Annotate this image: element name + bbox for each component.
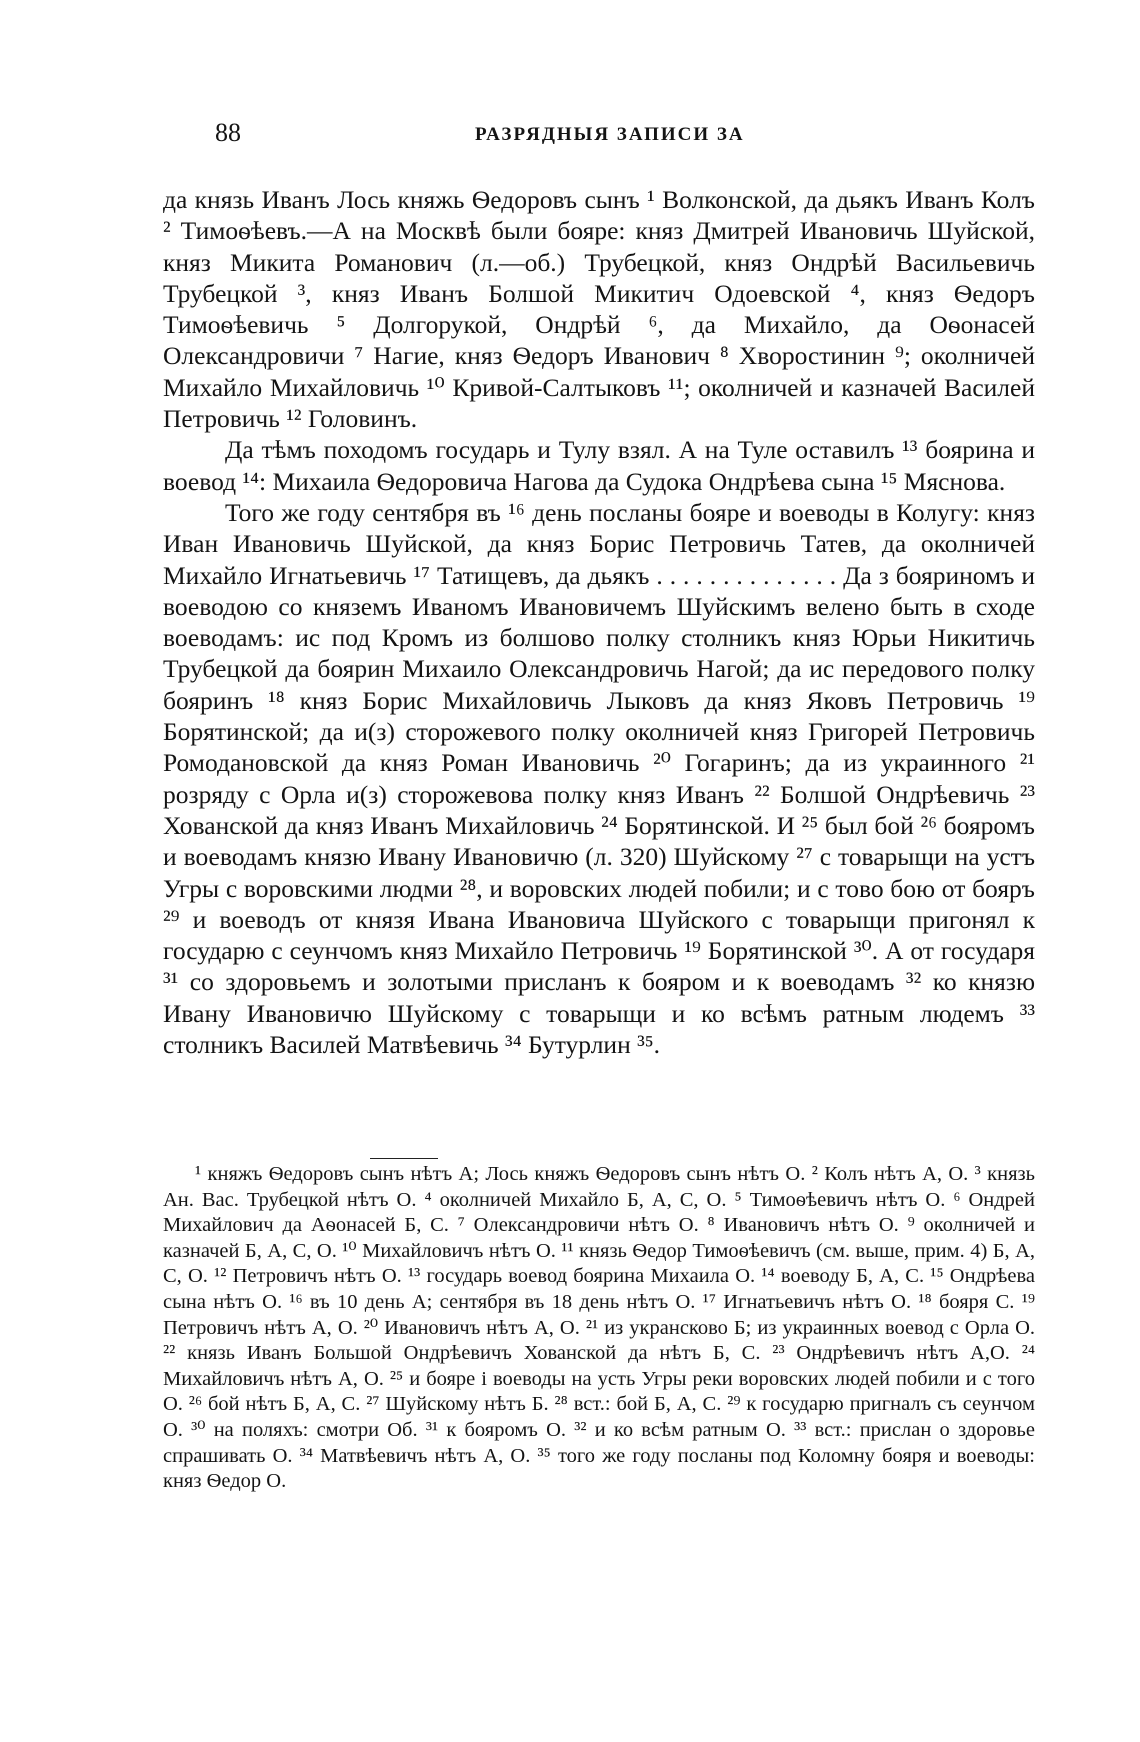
paragraph: да князь Иванъ Лось княжь Ѳедоровъ сынъ ¹ Волконской, да дьякъ Иванъ Колъ ² Тимоѳѣевъ.—А на Москвѣ были бояре: княз Дмитрей Ивановичь Шуйской, княз Микита Романович (л.—об.) Трубецкой, княз Ондрѣй Васильевичь Трубецкой ³, княз Иванъ Болшой Микитич Одоевской ⁴, княз Ѳедоръ Тимоѳѣевичь ⁵ Долгорукой, Ондрѣй ⁶, да Михайло, да Оѳонасей Олександровичи ⁷ Нагие, княз Ѳедоръ Иванович ⁸ Хворостинин ⁹; околничей Михайло Михайловичь ¹⁰ Кривой-Салтыковъ ¹¹; околничей и казначей Василей Петровичь ¹² Головинъ. <box>163 185 1035 434</box>
paragraph: Того же году сентября въ ¹⁶ день посланы бояре и воеводы в Колугу: княз Иван Ивановичь Шуйской, да княз Борис Петровичь Татев, да околничей Михайло Игнатьевичь ¹⁷ Татищевъ, да дьякъ . . . . . . . . . . . . . . Да з бояриномъ и воеводою со княземъ Иваномъ Ивановичемъ Шуйскимъ велено быть в сходе воеводамъ: ис под Кромъ из болшово полку столникъ княз Юрьи Никитичь Трубецкой да боярин Михаило Олександровичь Нагой; да ис передового полку бояринъ ¹⁸ княз Борис Михайловичь Лыковъ да княз Яковъ Петровичь ¹⁹ Борятинской; да и(з) сторожевого полку околничей княз Григорей Петровичь Ромодановской да княз Роман Ивановичь ²⁰ Гогаринъ; да из украинного ²¹ розряду с Орла и(з) сторожевова полку княз Иванъ ²² Болшой Ондрѣевичь ²³ Хованской да княз Иванъ Михайловичь ²⁴ Борятинской. И ²⁵ был бой ²⁶ бояромъ и воеводамъ князю Ивану Ивановичю (л. 320) Шуйскому ²⁷ с товарыщи на устъ Угры с воровскими людми ²⁸, и воровских людей побили; и с тово бою от бояръ ²⁹ и воеводъ от князя Ивана Ивановича Шуйского с товарыщи пригонял к государю с сеунчомъ княз Михайло Петровичь ¹⁹ Борятинской ³⁰. А от государя ³¹ со здоровьемъ и золотыми присланъ к бояром и к воеводамъ ³² ко князю Ивану Ивановичю Шуйскому с товарыщи и ко всѣмъ ратным людемъ ³³ столникъ Василей Матвѣевичь ³⁴ Бутурлин ³⁵. <box>163 497 1035 1060</box>
footnotes-text: ¹ княжъ Ѳедоровъ сынъ нѣтъ А; Лось княжъ Ѳедоровъ сынъ нѣтъ О. ² Колъ нѣтъ А, О. ³ князь Ан. Вас. Трубецкой нѣтъ О. ⁴ околничей Михайло Б, А, С, О. ⁵ Тимоѳѣевичъ нѣтъ О. ⁶ Ондрей Михайлович да Аѳонасей Б, С. ⁷ Олександровичи нѣтъ О. ⁸ Ивановичъ нѣтъ О. ⁹ околничей и казначей Б, А, С, О. ¹⁰ Михайловичъ нѣтъ О. ¹¹ князь Ѳедор Тимоѳѣевичъ (см. выше, прим. 4) Б, А, С, О. ¹² Петровичъ нѣтъ О. ¹³ государь воевод боярина Михаила О. ¹⁴ воеводу Б, А, С. ¹⁵ Ондрѣева сына нѣтъ О. ¹⁶ въ 10 день А; сентября въ 18 день нѣтъ О. ¹⁷ Игнатьевичъ нѣтъ О. ¹⁸ бояря С. ¹⁹ Петровичъ нѣтъ А, О. ²⁰ Ивановичъ нѣтъ А, О. ²¹ из укрансково Б; из украинных воевод с Орла О. ²² князь Иванъ Большой Ондрѣевичъ Хованской да нѣтъ Б, С. ²³ Ондрѣевичъ нѣтъ А,О. ²⁴ Михайловичъ нѣтъ А, О. ²⁵ и бояре і воеводы на усть Угры реки воровских людей побили и с того О. ²⁶ бой нѣтъ Б, А, С. ²⁷ Шуйскому нѣтъ Б. ²⁸ вст.: бой Б, А, С. ²⁹ к государю пригналъ съ сеунчом О. ³⁰ на поляхъ: смотри Об. ³¹ к бояромъ О. ³² и ко всѣм ратным О. ³³ вст.: прислан о здоровье спрашивать О. ³⁴ Матвѣевичъ нѣтъ А, О. ³⁵ того же году посланы под Коломну бояря и воеводы: княз Ѳедор О. <box>163 1163 1035 1493</box>
footnote-divider <box>370 1158 438 1159</box>
page-number: 88 <box>215 118 241 147</box>
paragraph: Да тѣмъ походомъ государь и Тулу взял. А на Туле оставилъ ¹³ боярина и воевод ¹⁴: Михаила Ѳедоровича Нагова да Судока Ондрѣева сына ¹⁵ Мяснова. <box>163 435 1035 496</box>
running-title: РАЗРЯДНЫЯ ЗАПИСИ ЗА <box>475 124 745 145</box>
main-text <box>163 184 1035 1060</box>
page-header <box>160 118 1040 158</box>
footnotes <box>163 1162 1035 1495</box>
